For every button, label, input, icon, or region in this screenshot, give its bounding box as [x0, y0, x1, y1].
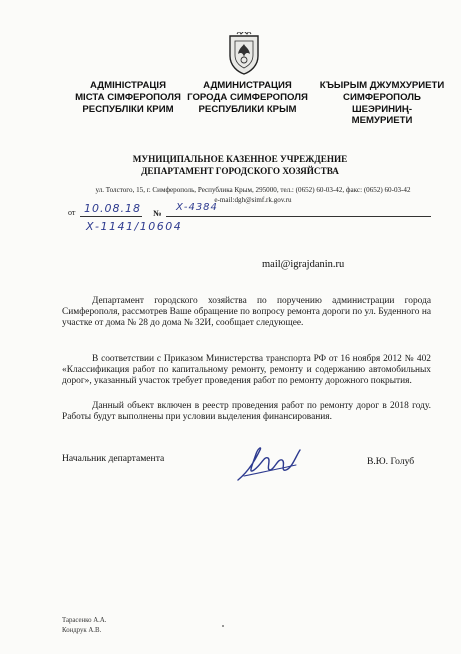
header-line: РЕСПУБЛІКИ КРИМ [82, 103, 174, 115]
recipient-email: mail@igrajdanin.ru [262, 259, 345, 270]
organization-type: МУНИЦИПАЛЬНОЕ КАЗЕННОЕ УЧРЕЖДЕНИЕ [132, 154, 348, 164]
handwritten-signature [234, 440, 304, 484]
header-line: КЪЫРЫМ ДЖУМХУРИЕТИ [319, 80, 445, 91]
header-line: СИМФЕРОПОЛЬ [343, 91, 421, 103]
header-line: РЕСПУБЛИКИ КРЫМ [198, 103, 297, 115]
signer-name: В.Ю. Голуб [367, 456, 415, 467]
organization-address: ул. Толстого, 15, г. Симферополь, Республика Крым, 295000, тел.: (0652) 60-03-42, факс: (0652) 60-03-42 [95, 186, 411, 194]
header-ukrainian [72, 80, 184, 115]
executor-name: Тарасенко А.А. [62, 617, 107, 624]
reference-number-label: № [153, 208, 162, 218]
header-line: ШЕЭРИНИҢ- [351, 103, 413, 115]
executor-name: Кондрук А.В. [62, 627, 102, 634]
body-paragraph: В соответствии с Приказом Министерства транспорта РФ от 16 ноября 2012 № 402 «Классификация работ по капитальному ремонту, ремонту и содержанию автомобильных дорог», указанный участок требует проведения работ по ремонту дорожного покрытия. [62, 354, 431, 386]
organization-name: ДЕПАРТАМЕНТ ГОРОДСКОГО ХОЗЯЙСТВА [141, 166, 339, 176]
reference-date: 10.08.18 [84, 202, 141, 215]
reference-date-underline [80, 216, 142, 217]
header-line: МІСТА СІМФЕРОПОЛЯ [75, 91, 181, 103]
signer-title: Начальник департамента [62, 453, 165, 464]
organization-email: e-mail:dgh@simf.rk.gov.ru [214, 196, 292, 204]
body-paragraph: Департамент городского хозяйства по поручению администрации города Симферополя, рассмотрев Ваше обращение по вопросу ремонта дороги по ул. Буденного на участке от дома № 28 до дома № 32И, сообщает следующее. [62, 296, 431, 328]
header-russian [185, 80, 310, 115]
header-line: АДМІНІСТРАЦІЯ [90, 80, 166, 91]
reference-from-label: от [68, 208, 76, 217]
paper-speck [222, 625, 224, 627]
incoming-number: Х-1141/10604 [86, 220, 183, 233]
header-crimean-tatar [318, 80, 446, 127]
reference-number: Х-4384 [176, 202, 218, 213]
header-line: МЕМУРИЕТИ [351, 115, 413, 127]
header-line: ГОРОДА СИМФЕРОПОЛЯ [187, 91, 308, 103]
header-line: АДМИНИСТРАЦИЯ [203, 80, 292, 91]
crimea-coat-of-arms-icon [226, 32, 262, 76]
body-paragraph: Данный объект включен в реестр проведения работ по ремонту дорог в 2018 году. Работы будут выполнены при условии выделения финансирования. [62, 401, 431, 422]
reference-number-underline [166, 216, 431, 217]
